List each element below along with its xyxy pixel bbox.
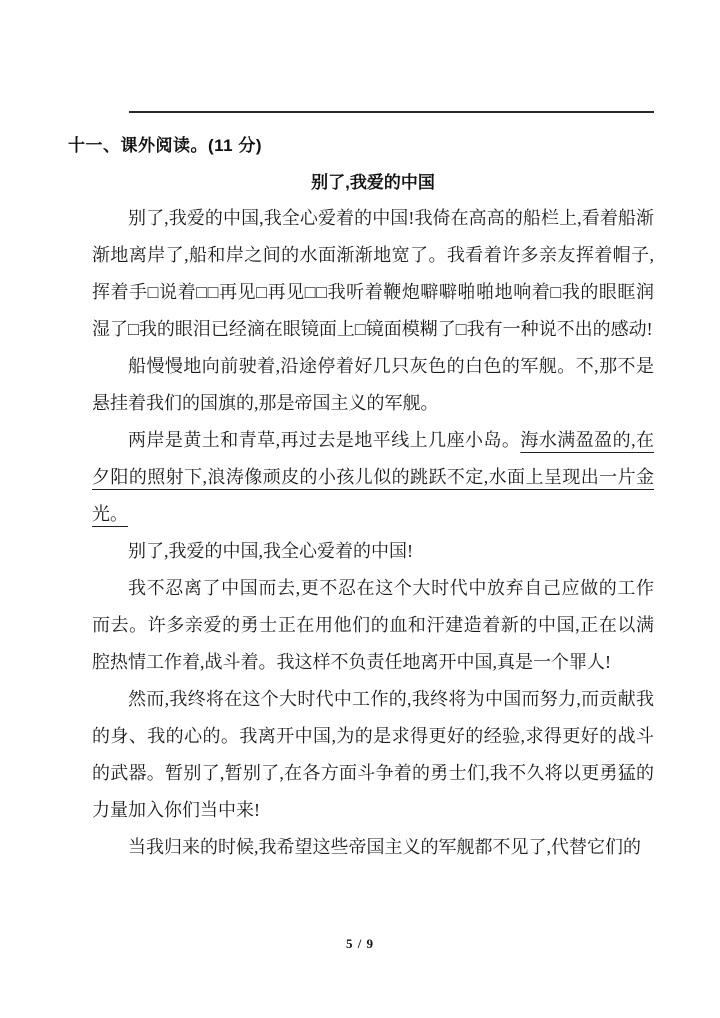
- text-segment: 两岸是黄土和青草,再过去是地平线上几座小岛。: [128, 430, 521, 450]
- text-segment: 当我归来的时候,我希望这些帝国主义的军舰都不见了,代替它们的: [128, 837, 641, 857]
- article-title: 别了,我爱的中国: [311, 173, 435, 192]
- paragraph: [92, 533, 654, 570]
- underlined-segment: 海水满盈盈的,在夕阳的照射下,浪涛像顽皮的小孩儿似的跳跃不定,水面上呈现出一片金光。: [92, 430, 655, 524]
- text-segment: 别了,我爱的中国,我全心爱着的中国!我倚在高高的船栏上,看着船渐渐地离岸了,船和岸之间的水面渐渐地宽了。我看着许多亲友挥着帽子,挥着手□说着□□再见□再见□□我听着鞭炮噼噼啪啪地响着□我的眼眶润湿了□我的眼泪已经滴在眼镜面上□镜面模糊了□我有一种说不出的感动!: [92, 208, 654, 339]
- paragraph: [92, 570, 654, 681]
- paragraph: [92, 348, 654, 422]
- paragraph: [92, 829, 654, 866]
- text-segment: 船慢慢地向前驶着,沿途停着好几只灰色的白色的军舰。不,那不是悬挂着我们的国旗的,那是帝国主义的军舰。: [92, 356, 654, 413]
- reading-passage: [92, 170, 654, 866]
- paragraph: [92, 422, 654, 533]
- text-segment: 然而,我终将在这个大时代中工作的,我终将为中国而努力,而贡献我的身、我的心的。我离开中国,为的是求得更好的经验,求得更好的战斗的武器。暂别了,暂别了,在各方面斗争着的勇士们,我不久将以更勇猛的力量加入你们当中来!: [92, 689, 654, 820]
- paragraph: [92, 681, 654, 829]
- article-body: [92, 200, 654, 866]
- answer-blank-line[interactable]: [129, 111, 654, 113]
- page-number: 5 / 9: [345, 936, 375, 951]
- text-segment: 别了,我爱的中国,我全心爱着的中国!: [128, 541, 413, 561]
- section-heading: 十一、课外阅读。(11 分): [68, 136, 263, 155]
- paragraph: [92, 200, 654, 348]
- text-segment: 我不忍离了中国而去,更不忍在这个大时代中放弃自己应做的工作而去。许多亲爱的勇士正在用他们的血和汗建造着新的中国,正在以满腔热情工作着,战斗着。我这样不负责任地离开中国,真是一个罪人!: [92, 578, 654, 672]
